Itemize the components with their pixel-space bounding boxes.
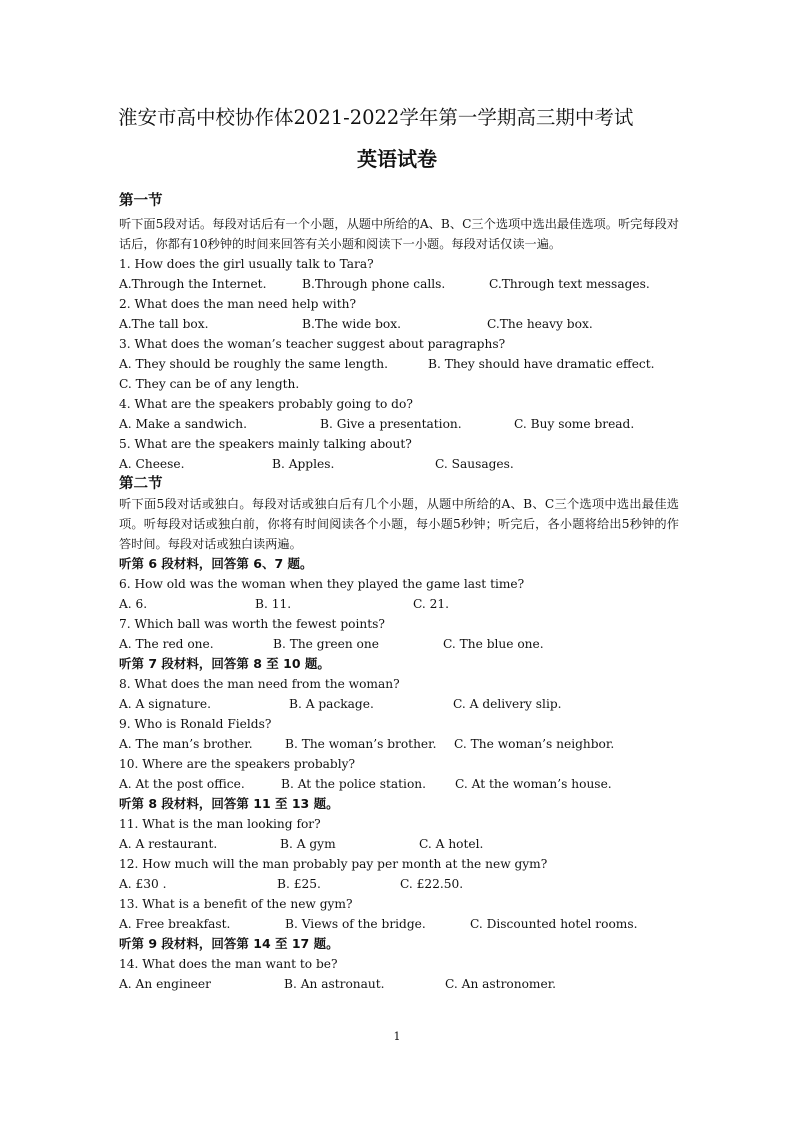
question-13 [119,894,679,934]
options-row [119,454,679,474]
exam-title: 淮安市高中校协作体2021-2022学年第一学期高三期中考试 [118,106,634,129]
question-text: 3. What does the woman’s teacher suggest about paragraphs? [119,337,506,351]
options-row [119,774,679,794]
option-a: A.The tall box. [119,317,209,331]
options-row [119,314,679,334]
question-text: 8. What does the man need from the woman? [119,677,400,691]
section1-instructions: 听下面5段对话。每段对话后有一个小题，从题中所给的A、B、C三个选项中选出最佳选项。听完每段对话后，你都有10秒钟的时间来回答有关小题和阅读下一小题。每段对话仅读一遍。 [119,217,679,251]
options-row [119,694,679,714]
question-2 [119,294,679,334]
question-text: 14. What does the man want to be? [119,957,338,971]
exam-subtitle: 英语试卷 [357,147,437,171]
question-7 [119,614,679,654]
options-row [119,354,679,374]
question-9 [119,714,679,754]
option-c: C. At the woman’s house. [455,777,612,791]
question-text: 7. Which ball was worth the fewest points? [119,617,385,631]
option-a: A. £30 . [119,877,167,891]
option-c: C. The blue one. [443,637,544,651]
options-row [119,874,679,894]
section1-heading: 第一节 [119,193,163,209]
option-a: A. 6. [119,597,148,611]
options-row [119,914,679,934]
option-b: B.Through phone calls. [302,277,446,291]
option-a: A. Make a sandwich. [119,417,247,431]
option-a: A. They should be roughly the same length. [119,357,388,371]
option-c: C. Discounted hotel rooms. [470,917,638,931]
option-a: A. The man’s brother. [119,737,253,751]
option-c: C.The heavy box. [487,317,593,331]
question-10 [119,754,679,794]
option-b: B. A gym [280,837,336,851]
question-text: 10. Where are the speakers probably? [119,757,356,771]
question-12 [119,854,679,894]
question-3 [119,334,679,394]
option-b: B. Apples. [272,457,335,471]
option-a: A. The red one. [119,637,214,651]
question-1 [119,254,679,294]
option-a: A. Cheese. [119,457,185,471]
option-a: A. A restaurant. [119,837,218,851]
option-b: B. Views of the bridge. [285,917,426,931]
question-11 [119,814,679,854]
question-text: 2. What does the man need help with? [119,297,356,311]
options-row [119,734,679,754]
question-6 [119,574,679,614]
options-row [119,634,679,654]
option-b: B. At the police station. [281,777,427,791]
option-c: C. A delivery slip. [453,697,562,711]
options-row [119,594,679,614]
question-text: 13. What is a benefit of the new gym? [119,897,353,911]
group-label: 听第 9 段材料，回答第 14 至 17 题。 [119,936,339,951]
option-a: A. Free breakfast. [119,917,231,931]
question-4 [119,394,679,434]
question-text: 9. Who is Ronald Fields? [119,717,272,731]
options-row [119,274,679,294]
option-c: C. They can be of any length. [119,377,300,391]
group-label: 听第 6 段材料，回答第 6、7 题。 [119,556,313,571]
options-row [119,834,679,854]
exam-body [119,188,679,994]
option-b: B. The woman’s brother. [285,737,437,751]
option-a: A. An engineer [119,977,211,991]
section2-heading: 第二节 [119,476,163,492]
option-b: B. 11. [255,597,292,611]
question-text: 12. How much will the man probably pay per month at the new gym? [119,857,548,871]
option-c: C. 21. [413,597,450,611]
option-b: B. A package. [289,697,374,711]
question-text: 5. What are the speakers mainly talking about? [119,437,412,451]
option-c: C. £22.50. [400,877,464,891]
question-text: 6. How old was the woman when they played the game last time? [119,577,525,591]
option-b: B. £25. [277,877,321,891]
option-b: B. An astronaut. [284,977,385,991]
question-8 [119,674,679,714]
question-text: 11. What is the man looking for? [119,817,321,831]
group-label: 听第 8 段材料，回答第 11 至 13 题。 [119,796,339,811]
question-text: 4. What are the speakers probably going to do? [119,397,413,411]
section2-instructions: 听下面5段对话或独白。每段对话或独白后有几个小题，从题中所给的A、B、C三个选项中选出最佳选项。听每段对话或独白前，你将有时间阅读各个小题，每小题5秒钟；听完后，各小题将给出5秒钟的作答时间。每段对话或独白读两遍。 [119,497,679,551]
option-a: A.Through the Internet. [119,277,267,291]
option-c: C.Through text messages. [489,277,650,291]
question-14 [119,954,679,994]
question-5 [119,434,679,474]
page-number: 1 [393,1030,401,1043]
option-a: A. At the post office. [119,777,245,791]
option-c: C. Sausages. [435,457,514,471]
question-text: 1. How does the girl usually talk to Tara? [119,257,374,271]
option-c: C. Buy some bread. [514,417,635,431]
option-b: B.The wide box. [302,317,401,331]
options-row [119,974,679,994]
option-a: A. A signature. [119,697,211,711]
option-c: C. The woman’s neighbor. [454,737,615,751]
option-c: C. A hotel. [419,837,484,851]
option-b: B. They should have dramatic effect. [428,357,655,371]
option-b: B. Give a presentation. [320,417,462,431]
group-label: 听第 7 段材料，回答第 8 至 10 题。 [119,656,330,671]
option-b: B. The green one [273,637,379,651]
option-c: C. An astronomer. [445,977,557,991]
options-row [119,414,679,434]
